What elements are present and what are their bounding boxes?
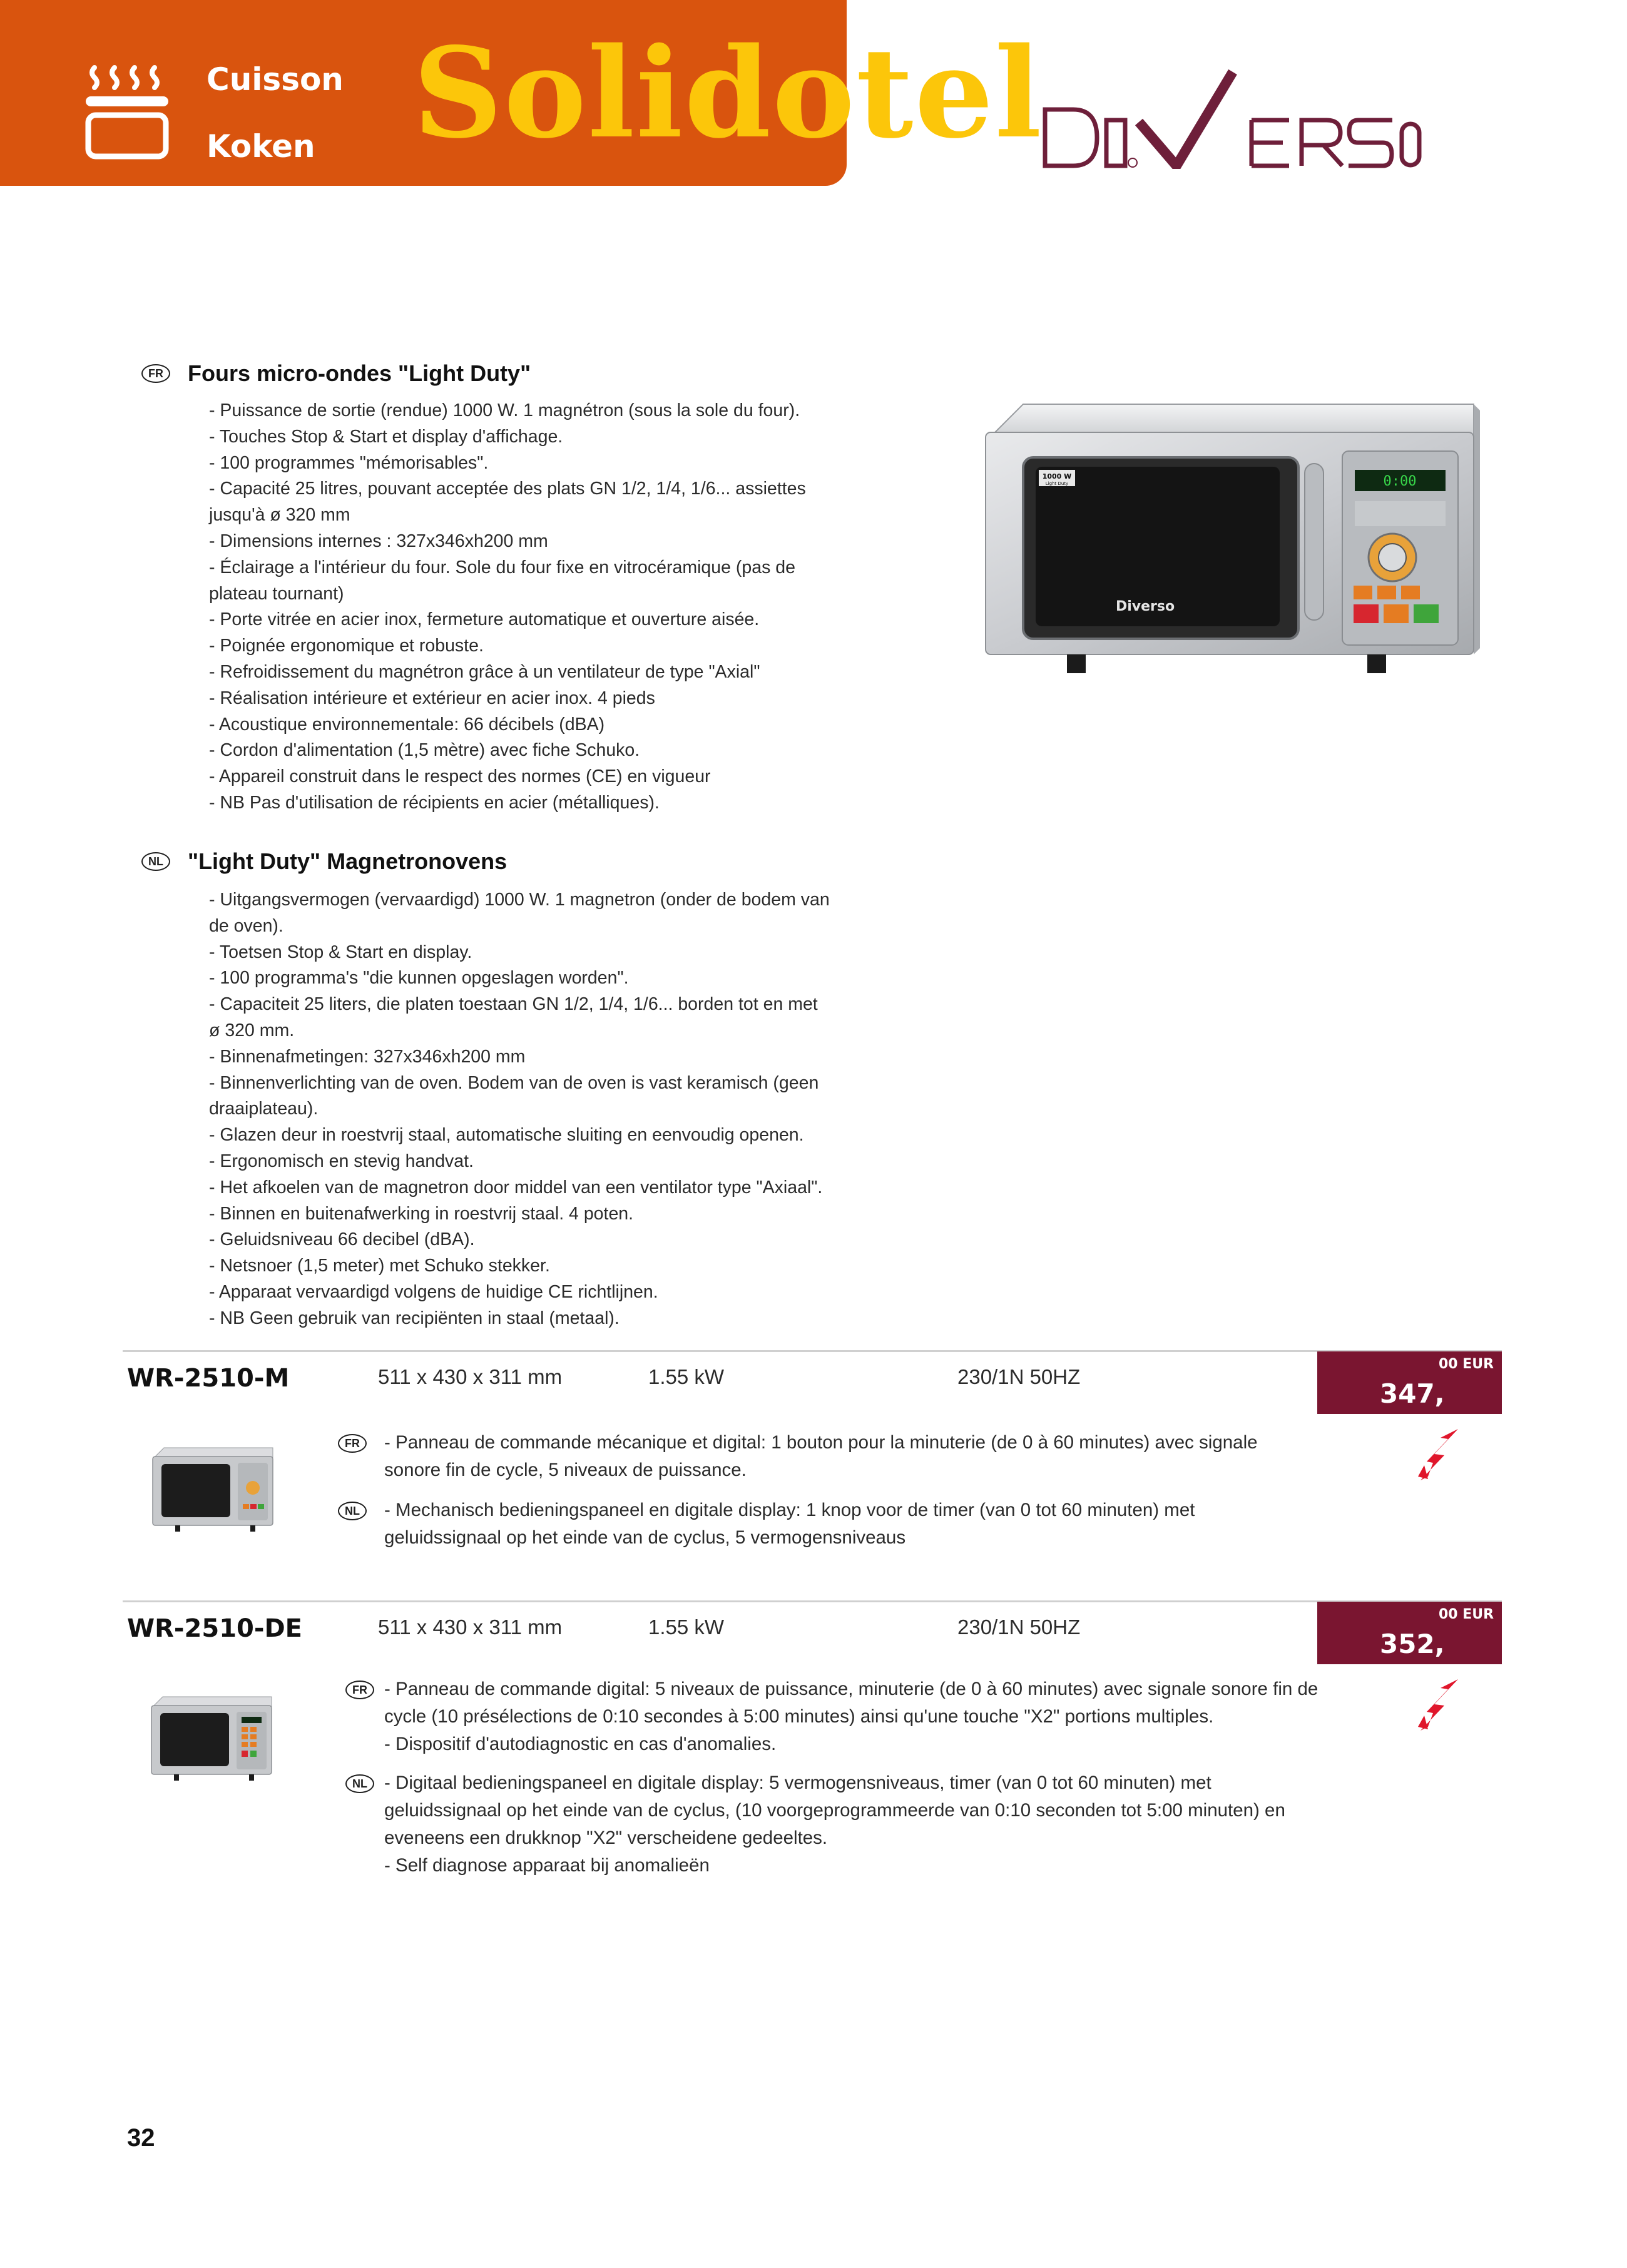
model-code: WR-2510-DE bbox=[127, 1614, 302, 1643]
category-label-fr: Cuisson bbox=[207, 61, 344, 98]
list-item: - NB Geen gebruik van recipiënten in staal (metaal). bbox=[209, 1308, 620, 1328]
price-cents: 00 EUR bbox=[1439, 1356, 1494, 1372]
list-item: de oven). bbox=[209, 915, 283, 936]
price-integer: 347, bbox=[1380, 1378, 1445, 1409]
list-item: - Binnenverlichting van de oven. Bodem van de oven is vast keramisch (geen bbox=[209, 1072, 819, 1093]
list-item: - NB Pas d'utilisation de récipients en acier (métalliques). bbox=[209, 792, 660, 813]
lang-badge-fr: FR bbox=[345, 1681, 374, 1699]
oven-label-sub: Light Duty bbox=[1045, 481, 1069, 486]
oven-brand: Diverso bbox=[1115, 599, 1175, 614]
oven-label-top: 1000 W bbox=[1042, 472, 1072, 481]
price-integer: 352, bbox=[1380, 1629, 1445, 1659]
cooking-pot-icon bbox=[83, 60, 171, 160]
row-divider bbox=[123, 1600, 1502, 1602]
row-divider bbox=[123, 1350, 1502, 1352]
list-item: - Cordon d'alimentation (1,5 mètre) avec fiche Schuko. bbox=[209, 740, 640, 761]
list-item: - Éclairage a l'intérieur du four. Sole du four fixe en vitrocéramique (pas de bbox=[209, 557, 795, 577]
list-item: - Glazen deur in roestvrij staal, automatische sluiting en eenvoudig openen. bbox=[209, 1125, 804, 1146]
lang-badge-nl: NL bbox=[338, 1502, 367, 1520]
list-item: - Touches Stop & Start et display d'affichage. bbox=[209, 426, 563, 447]
product-desc-nl: - Mechanisch bedieningspaneel en digitale display: 1 knop voor de timer (van 0 tot 60 minuten) met geluidssignaal op het einde van de cyclus, 5 vermogensniveaus bbox=[384, 1500, 1195, 1548]
lang-badge-nl: NL bbox=[345, 1774, 374, 1793]
microwave-image bbox=[979, 398, 1486, 711]
feature-list-fr bbox=[209, 398, 916, 816]
list-item: - Netsnoer (1,5 meter) met Schuko stekker. bbox=[209, 1256, 550, 1276]
list-item: - Poignée ergonomique et robuste. bbox=[209, 636, 484, 656]
price-cents: 00 EUR bbox=[1439, 1607, 1494, 1622]
product-desc-fr: - Panneau de commande digital: 5 niveaux de puissance, minuterie (de 0 à 60 minutes) avec signale sonore fin de cycle (10 présélections de 0:10 secondes à 5:00 minutes) ainsi qu'une touche "X2" portions multiples. - Dispositif d'autodiagnostic en cas d'anomalies. bbox=[384, 1679, 1318, 1754]
list-item: - 100 programma's "die kunnen opgeslagen worden". bbox=[209, 968, 629, 989]
feature-list-nl bbox=[209, 887, 916, 1332]
price-box bbox=[1317, 1602, 1502, 1664]
list-item: - Dimensions internes : 327x346xh200 mm bbox=[209, 531, 548, 551]
section-title-nl: "Light Duty" Magnetronovens bbox=[188, 848, 507, 874]
list-item: - Binnen en buitenafwerking in roestvrij staal. 4 poten. bbox=[209, 1203, 634, 1224]
spec-voltage: 230/1N 50HZ bbox=[957, 1615, 1081, 1639]
list-item: jusqu'à ø 320 mm bbox=[209, 505, 350, 526]
diverso-logo bbox=[1039, 63, 1427, 169]
list-item: - Het afkoelen van de magnetron door middel van een ventilator type "Axiaal". bbox=[209, 1177, 823, 1198]
list-item: - Uitgangsvermogen (vervaardigd) 1000 W. 1 magnetron (onder de bodem van bbox=[209, 890, 830, 910]
list-item: draaiplateau). bbox=[209, 1099, 319, 1119]
spec-voltage: 230/1N 50HZ bbox=[957, 1365, 1081, 1388]
category-label-nl: Koken bbox=[207, 128, 315, 165]
model-code: WR-2510-M bbox=[127, 1364, 290, 1393]
spec-power: 1.55 kW bbox=[648, 1365, 725, 1388]
list-item: - Ergonomisch en stevig handvat. bbox=[209, 1151, 474, 1171]
list-item: - Apparaat vervaardigd volgens de huidige CE richtlijnen. bbox=[209, 1281, 658, 1302]
spec-dimensions: 511 x 430 x 311 mm bbox=[378, 1615, 563, 1639]
list-item: - Puissance de sortie (rendue) 1000 W. 1 magnétron (sous la sole du four). bbox=[209, 400, 800, 420]
list-item: - Refroidissement du magnétron grâce à un ventilateur de type "Axial" bbox=[209, 661, 760, 682]
electric-bolt-icon bbox=[1415, 1677, 1466, 1733]
list-item: - Porte vitrée en acier inox, fermeture automatique et ouverture aisée. bbox=[209, 609, 760, 630]
lang-badge-fr: FR bbox=[141, 364, 170, 383]
spec-power: 1.55 kW bbox=[648, 1615, 725, 1639]
lang-badge-fr: FR bbox=[338, 1434, 367, 1453]
list-item: - Capaciteit 25 liters, die platen toestaan GN 1/2, 1/4, 1/6... borden tot en met bbox=[209, 994, 818, 1015]
oven-display: 0:00 bbox=[1383, 474, 1417, 489]
list-item: - Appareil construit dans le respect des normes (CE) en vigueur bbox=[209, 766, 711, 787]
list-item: - 100 programmes "mémorisables". bbox=[209, 452, 489, 473]
list-item: - Binnenafmetingen: 327x346xh200 mm bbox=[209, 1046, 526, 1067]
product-thumbnail bbox=[149, 1688, 274, 1794]
product-desc-fr: - Panneau de commande mécanique et digital: 1 bouton pour la minuterie (de 0 à 60 minutes) avec signale sonore fin de cycle, 5 niveaux de puissance. bbox=[384, 1432, 1258, 1480]
product-desc-nl: - Digitaal bedieningspaneel en digitale display: 5 vermogensniveaus, timer (van 0 tot 60 minuten) met geluidssignaal op het einde van de cyclus, (10 voorgeprogrammeerde van 0:10 seconden tot 5:00 minuten) en eveneens een drukknop "X2" verscheidene gedeeltes. - Self diagnose apparaat bij anomalieën bbox=[384, 1772, 1285, 1876]
lang-badge-nl: NL bbox=[141, 852, 170, 871]
list-item: - Geluidsniveau 66 decibel (dBA). bbox=[209, 1229, 475, 1250]
list-item: plateau tournant) bbox=[209, 583, 344, 604]
list-item: - Capacité 25 litres, pouvant acceptée des plats GN 1/2, 1/4, 1/6... assiettes bbox=[209, 479, 806, 499]
spec-dimensions: 511 x 430 x 311 mm bbox=[378, 1365, 563, 1388]
product-thumbnail bbox=[150, 1439, 275, 1545]
electric-bolt-icon bbox=[1415, 1426, 1466, 1483]
page-number: 32 bbox=[127, 2124, 155, 2152]
price-box bbox=[1317, 1351, 1502, 1414]
list-item: ø 320 mm. bbox=[209, 1020, 295, 1040]
list-item: - Réalisation intérieure et extérieur en acier inox. 4 pieds bbox=[209, 688, 655, 708]
section-title-fr: Fours micro-ondes "Light Duty" bbox=[188, 360, 531, 386]
brand-logo: Solidotel bbox=[413, 20, 1043, 166]
list-item: - Toetsen Stop & Start en display. bbox=[209, 942, 472, 962]
list-item: - Acoustique environnementale: 66 décibels (dBA) bbox=[209, 714, 605, 735]
